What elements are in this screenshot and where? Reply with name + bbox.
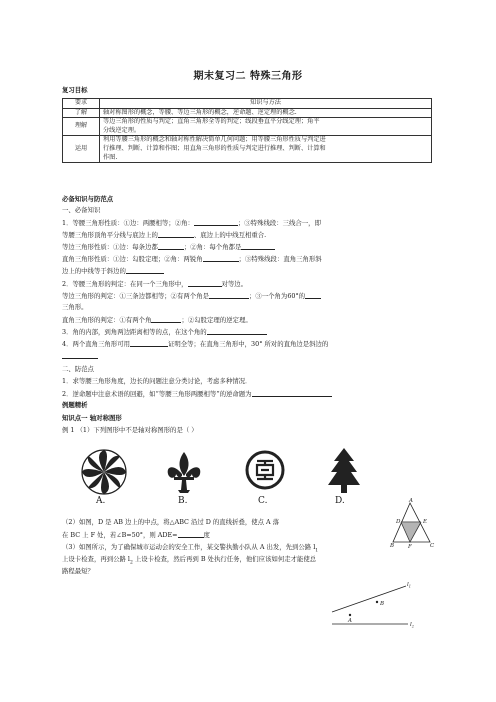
header-knowledge: 知识与方法 (100, 99, 432, 109)
question-2-line: 在 BC 上 F 处，若∠B=50°，则 ADE= 度 (62, 531, 210, 539)
blank (130, 339, 168, 347)
knowledge-line: 2．等腰三角形的判定：在同一个三角形中， 对等边。 (62, 280, 248, 288)
example-question: 例 1 （1）下列图形中不是轴对称图形的是（ ） (62, 426, 198, 434)
blank (62, 351, 98, 359)
row-req: 运用 (63, 136, 100, 163)
blank (305, 291, 321, 299)
blank (151, 315, 181, 323)
knowledge-point-heading: 知识点一 轴对称图形 (62, 414, 122, 422)
question-2-line: （2）如图，D 是 AB 边上的中点，将△ABC 沿过 D 的直线折叠，使点 A 落 (62, 518, 280, 526)
point-A-label: A (348, 618, 352, 624)
question-3-line: 路程最短？ (62, 567, 94, 575)
label-B: B (390, 543, 395, 549)
roads-figure (330, 580, 426, 630)
option-b-label: B. (178, 496, 188, 506)
precaution-line: 2．逆命题中注意术语的回避，如“等腰三角形两腰相等”的逆命题为 (62, 389, 332, 399)
label-C: C (430, 543, 435, 549)
blank (178, 530, 204, 538)
knowledge-line: 边上的中线等于斜边的 (62, 266, 164, 276)
row-content: 轴对称图形的概念，等腰、等边三角形的概念，逆命题、逆定理的概念. (100, 108, 432, 118)
examples-heading: 例题精析 (62, 401, 88, 409)
precaution-line: 1．求等腰三角形角度，边长的问题注意分类讨论，考虑多种情况． (62, 377, 252, 385)
knowledge-heading: 必备知识与防范点 (62, 195, 114, 203)
objectives-table (62, 98, 432, 163)
blank (188, 279, 222, 287)
folding-triangle-figure (390, 498, 434, 548)
option-c-figure (245, 450, 285, 490)
option-c-label: C. (258, 496, 268, 506)
question-3-line: （3）如图所示，为了确保城市运动会的安全工作，某交警执勤小队从 A 出发，先到公路 $l_1$ (62, 543, 319, 554)
question-3-line: 上设卡检查，再到公路 $l_2$ 上设卡检查，然后再到 B 处执行任务，他们应该如何走才能使总 (62, 555, 317, 566)
option-d-label: D. (335, 496, 345, 506)
road-l1-label: $l_1$ (407, 582, 411, 589)
table-row (63, 136, 432, 163)
subheading-precautions: 二、防范点 (62, 365, 94, 373)
option-a-figure (80, 448, 128, 496)
label-D: D (396, 519, 401, 525)
blank (126, 266, 164, 274)
table-header-row (63, 99, 432, 109)
knowledge-line (62, 351, 98, 361)
knowledge-line: 3．角的内部，到角两边距离相等的点，在这个角的 (62, 327, 267, 337)
header-requirement: 要求 (63, 99, 100, 109)
option-b-figure (164, 450, 204, 494)
blank (194, 218, 238, 226)
knowledge-line: 三角形。 (62, 303, 88, 311)
table-row (63, 118, 432, 136)
blank (158, 242, 184, 250)
page-title: 期末复习二 特殊三角形 (193, 71, 303, 82)
subheading-knowledge: 一、必备知识 (62, 206, 101, 214)
blank (158, 230, 194, 238)
label-F: F (408, 544, 412, 550)
knowledge-line: 等边三角形性质：①边：每条边都 ；②角：每个角都是 (62, 242, 275, 252)
blank (203, 254, 239, 262)
row-content: 利用等腰三角形的概念和轴对称性解决简单几何问题；用等腰三角形性质与判定进 行推理、判断、计算和作图；用直角三角形的性质与判定进行推理、判断、计算和 作图. (100, 136, 432, 163)
blank (241, 242, 275, 250)
label-E: E (423, 519, 428, 525)
knowledge-line: 直角三角形性质：①边：勾股定理；②角：两锐角 ；③特殊线段：直角三角形斜 (62, 255, 322, 263)
knowledge-line: 直角三角形的判定：①有两个角 ；②勾股定理的逆定理。 (62, 316, 252, 324)
knowledge-line: 1．等腰三角形性质：①边：两腰相等；②角： ；③特殊线段：三线合一，即 (62, 219, 321, 227)
row-req: 了解 (63, 108, 100, 118)
review-goals-heading: 复习目标 (62, 86, 88, 94)
blank (209, 291, 249, 299)
knowledge-line: 等边三角形的判定：①三条边都相等；②有两个角是 ；③一个角为60°的 (62, 291, 321, 301)
knowledge-line: 4．两个直角三角形可用 证明全等；在直角三角形中，30° 所对的直角边是斜边的 (62, 340, 329, 348)
blank (207, 327, 267, 335)
row-req: 理解 (63, 118, 100, 136)
road-l2-label: $l_2$ (410, 622, 414, 629)
row-content: 等边三角形的性质与判定；直角三角形全等的判定；线段垂直平分线定理；角平 分线逆定理。 (100, 118, 432, 136)
label-A: A (409, 498, 413, 504)
table-row (63, 108, 432, 118)
blank (252, 389, 332, 397)
option-a-label: A. (96, 496, 106, 506)
knowledge-line: 等腰三角形顶角平分线与底边上的 、底边上的中线互相重合. (62, 231, 267, 239)
option-d-figure (326, 447, 362, 495)
point-B-label: B (380, 601, 385, 607)
